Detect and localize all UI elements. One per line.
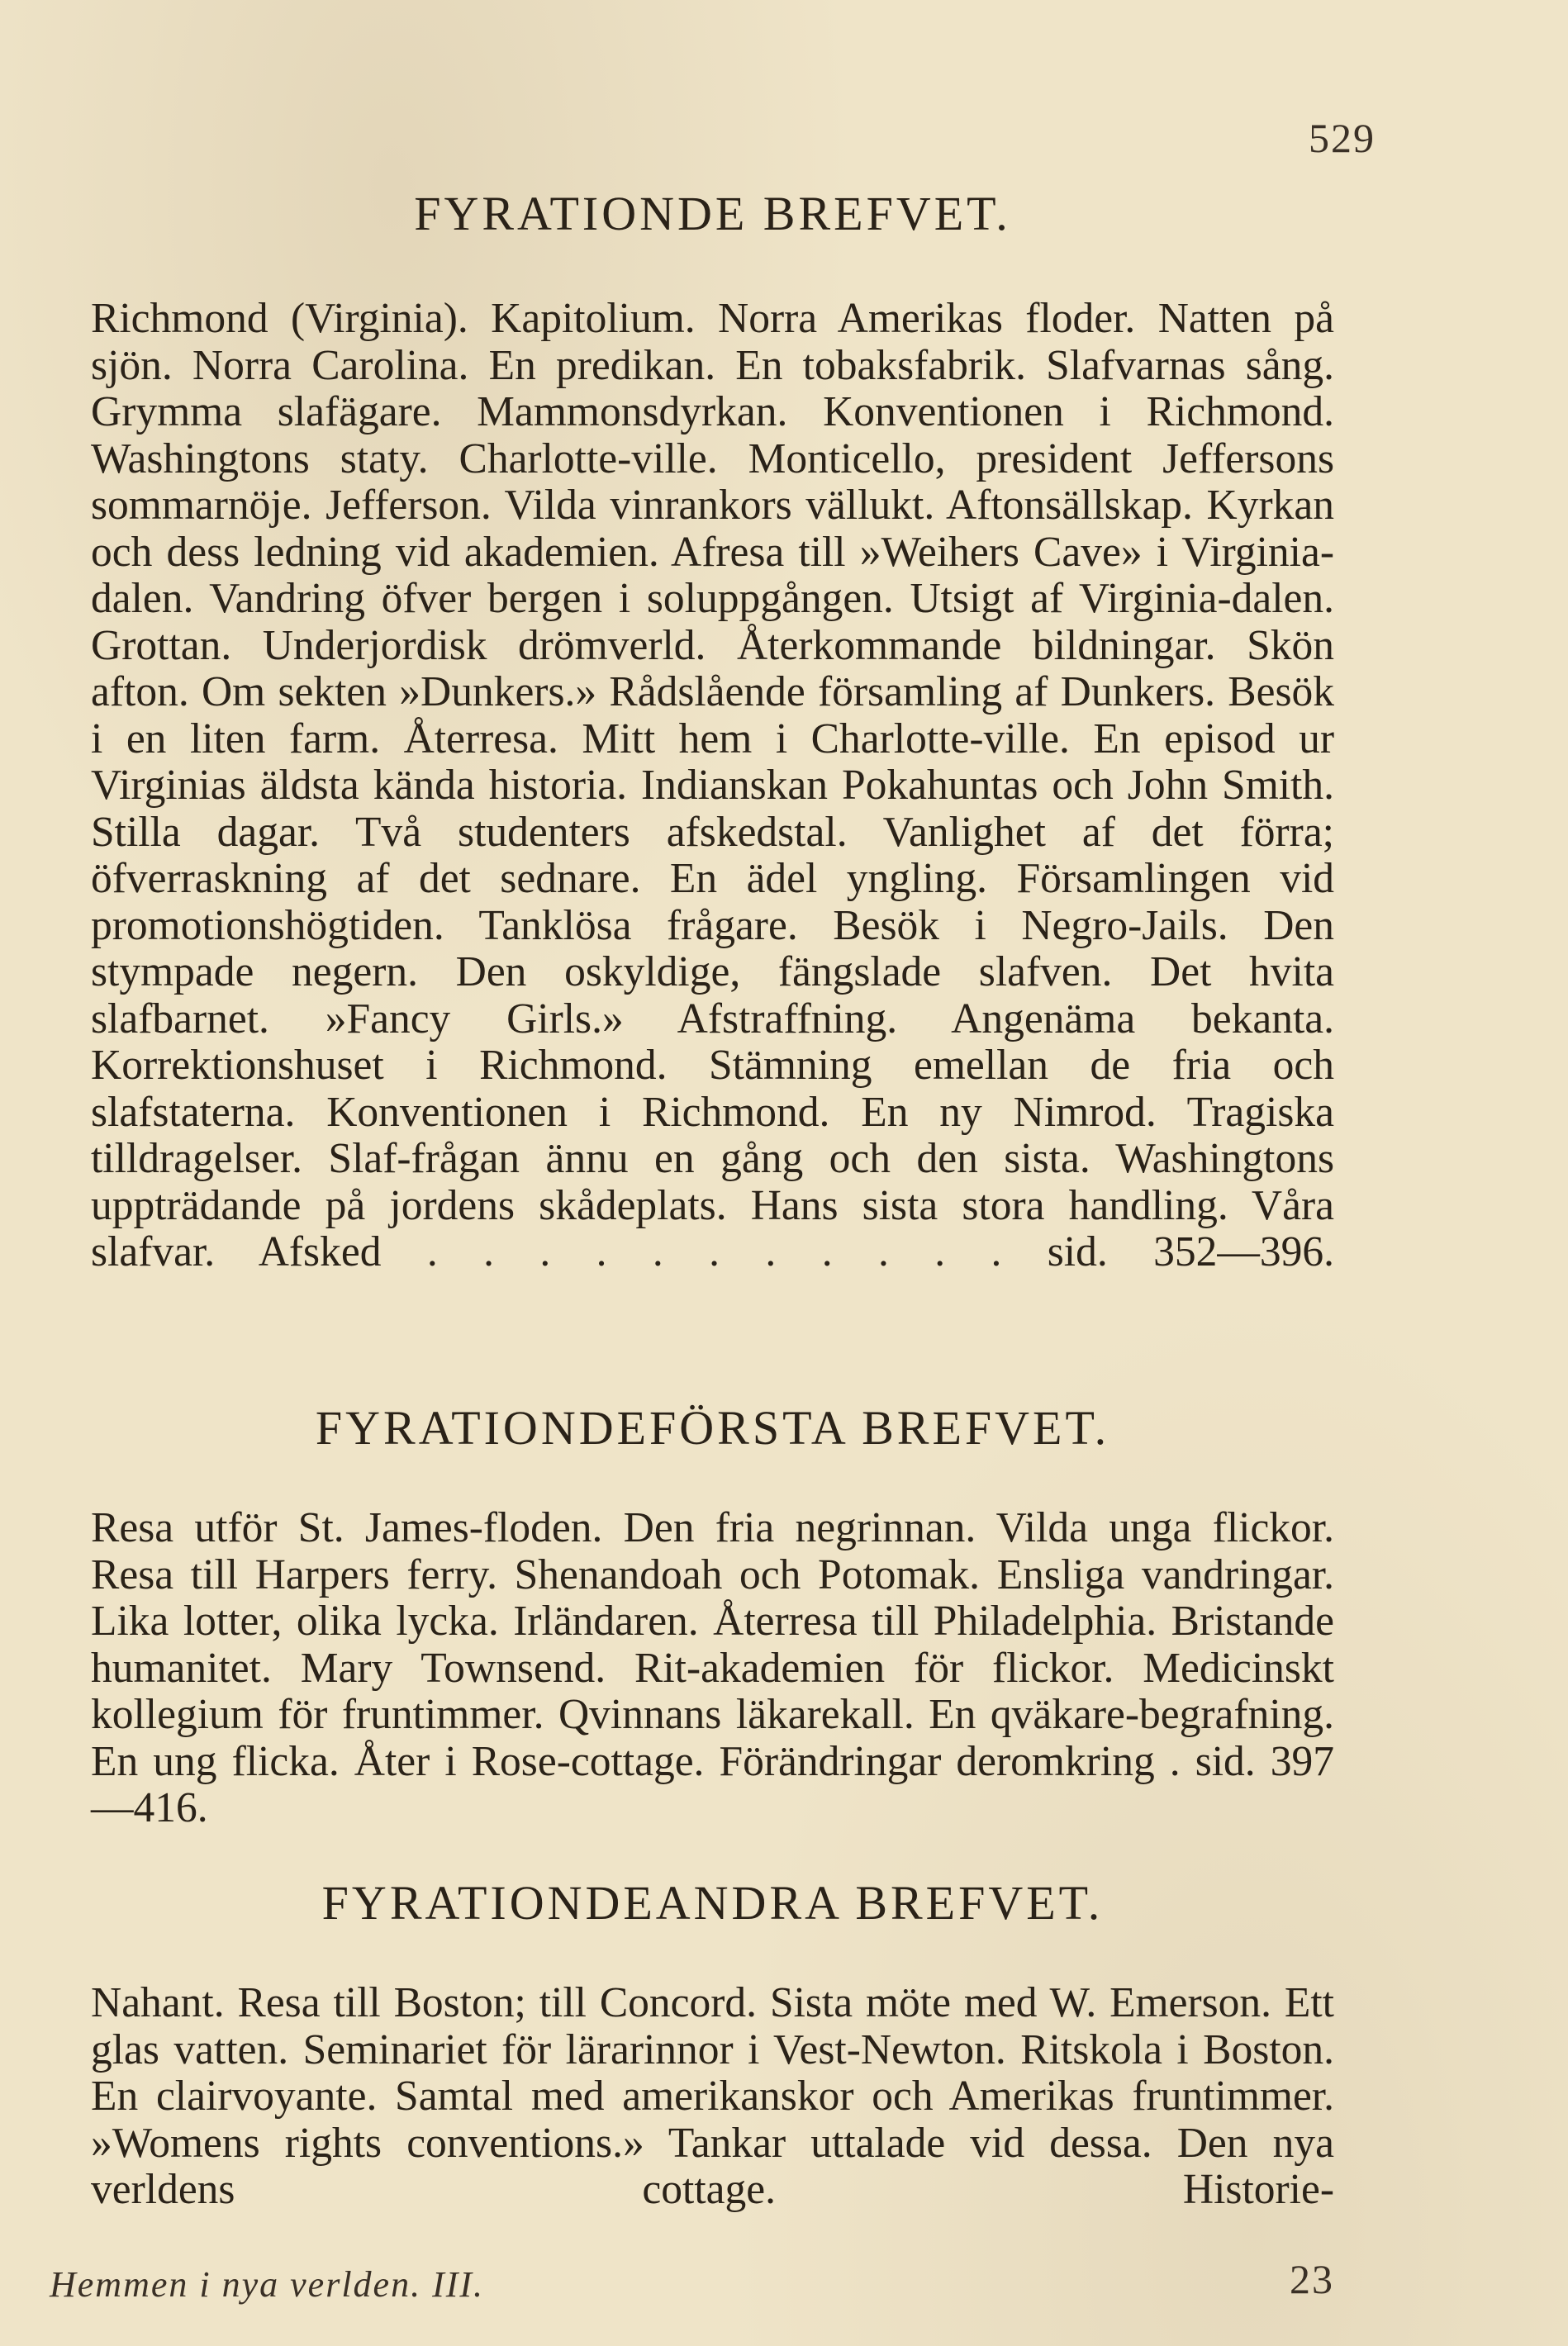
section-heading: FYRATIONDEANDRA BREFVET.: [321, 1876, 1104, 1930]
section-heading: FYRATIONDEFÖRSTA BREFVET.: [315, 1401, 1110, 1455]
book-page: [50, 0, 1376, 2346]
letter-41-section: [91, 1400, 1334, 1832]
section-heading: FYRATIONDE BREFVET.: [414, 187, 1011, 240]
section-summary: Nahant. Resa till Boston; till Concord. Sista möte med W. Emerson. Ett glas vatten. Seminariet för lärarinnor i Vest-Newton. Ritskola i Boston. En clairvoyante. Samtal med amerikanskor och Amerikas fruntimmer. »Womens rights conventions.» Tankar uttalade vid dessa. Den nya verldens cottage. Historie-: [91, 1979, 1334, 2213]
letter-42-section: [91, 1875, 1334, 2214]
printer-signature: Hemmen i nya verlden. III.: [50, 2264, 485, 2305]
section-summary: Resa utför St. James-floden. Den fria negrinnan. Vilda unga flickor. Resa till Harpers ferry. Shenandoah och Potomak. Ensliga vandringar. Lika lotter, olika lycka. Irländaren. Återresa till Philadelphia. Bristande humanitet. Mary Townsend. Rit-akademien för flickor. Medicinskt kollegium för fruntimmer. Qvinnans läkarekall. En qväkare-begrafning. En ung flicka. Åter i Rose-cottage. Förändringar deromkring . sid. 397—416.: [91, 1504, 1334, 1831]
section-summary: Richmond (Virginia). Kapitolium. Norra Amerikas floder. Natten på sjön. Norra Carolina. En predikan. En tobaksfabrik. Slafvarnas sång. Grymma slafägare. Mammonsdyrkan. Konventionen i Richmond. Washingtons staty. Charlotte-ville. Monticello, president Jeffersons sommarnöje. Jefferson. Vilda vinrankors vällukt. Aftonsällskap. Kyrkan och dess ledning vid akademien. Afresa till »Weihers Cave» i Virginia-dalen. Vandring öfver bergen i soluppgången. Utsigt af Virginia-dalen. Grottan. Underjordisk drömverld. Återkommande bildningar. Skön afton. Om sekten »Dunkers.» Rådslående församling af Dunkers. Besök i en liten farm. Återresa. Mitt hem i Charlotte-ville. En episod ur Virginias äldsta kända historia. Indianskan Pokahuntas och John Smith. Stilla dagar. Två studenters afskedstal. Vanlighet af det förra; öfverraskning af det sednare. En ädel yngling. Församlingen vid promotionshögtiden. Tanklösa frågare. Besök i Negro-Jails. Den stympade negern. Den oskyldige, fängslade slafven. Det hvita slafbarnet. »Fancy Girls.» Afstraffning. Angenäma bekanta. Korrektionshuset i Richmond. Stämning emellan de fria och slafstaterna. Konventionen i Richmond. En ny Nimrod. Tragiska tilldragelser. Slaf-frågan ännu en gång och den sista. Washingtons uppträdande på jordens skådeplats. Hans sista stora handling. Våra slafvar. Afsked . . . . . . . . . . . sid. 352—396.: [91, 295, 1334, 1275]
letter-40-section: [91, 186, 1334, 1276]
page-footer: [50, 2256, 1334, 2313]
page-number: 529: [1309, 115, 1376, 161]
sheet-number: 23: [1290, 2256, 1334, 2302]
